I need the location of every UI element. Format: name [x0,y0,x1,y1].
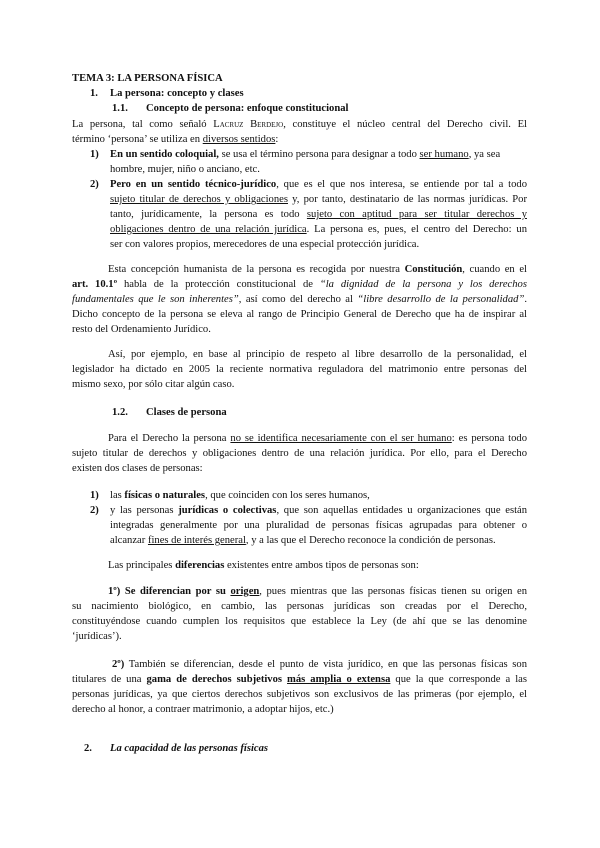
section-1-heading: La persona: concepto y clases [110,88,244,99]
list-2-item-2-line-3: alcanzar fines de interés general, y a las que el Derecho reconoce la condición de personas. [110,535,496,546]
list-2-number-1: 1) [90,490,99,501]
paragraph-6-line-1: 1º) Se diferencian por su origen, pues mientras que las personas físicas tienen su origen en [108,586,527,597]
list-2-number-2: 2) [90,505,99,516]
paragraph-4-line-2: sujeto titular de derechos y obligaciones dentro de una relación jurídica. Por ello, para el Derecho [72,448,527,459]
author-name: Lacruz Berdejo [213,119,284,130]
paragraph-3-line-1: Así, por ejemplo, en base al principio de respeto al libre desarrollo de la personalidad, el [108,349,527,360]
section-1-2-number: 1.2. [112,407,128,418]
section-1-number: 1. [90,88,98,99]
list-1-item-2-line-1: Pero en un sentido técnico-jurídico, que es el que nos interesa, se entiende por tal a todo [110,179,527,190]
paragraph-2-line-2: art. 10.1º habla de la protección constitucional de “la dignidad de la persona y los derechos [72,279,527,290]
list-2-item-2-line-1: y las personas jurídicas o colectivas, que son aquellas entidades u organizaciones que están [110,505,527,516]
paragraph-7-line-4: derecho al honor, a contraer matrimonio, a adoptar hijos, etc.) [72,704,334,715]
list-1-number-2: 2) [90,179,99,190]
section-2-number: 2. [84,743,92,754]
paragraph-1-line-2: término ‘persona’ se utiliza en diversos sentidos: [72,134,279,145]
paragraph-4-line-1: Para el Derecho la persona no se identifica necesariamente con el ser humano: es persona todo [108,433,527,444]
paragraph-2-line-1: Esta concepción humanista de la persona es recogida por nuestra Constitución, cuando en el [108,264,527,275]
paragraph-6-line-3: constituyéndose cuando cumplen los requisitos que establece la Ley (de ahí que se las denomine [72,616,527,627]
paragraph-1-line-1: La persona, tal como señaló Lacruz Berdejo, constituye el núcleo central del Derecho civil. El [72,119,527,130]
list-1-item-2-line-4: obligaciones dentro de una relación jurídica. La persona es, pues, el centro del Derecho: un [110,224,527,235]
list-1-item-2-line-3: tanto, jurídicamente, la persona es todo sujeto con aptitud para ser titular derechos y [110,209,527,220]
list-1-item-2-line-5: ser con valores propios, merecedores de una especial protección jurídica. [110,239,420,250]
section-2-heading: La capacidad de las personas físicas [110,743,269,754]
paragraph-7-line-1: 2º) También se diferencian, desde el punto de vista jurídico, en que las personas físicas son [112,659,527,670]
paragraph-7-line-2: titulares de una gama de derechos subjetivos más amplia o extensa que la que corresponde a las [72,674,527,685]
paragraph-2-line-4: Dicho concepto de la persona se eleva al rango de Principio General de Derecho que ha de inspirar al [72,309,527,320]
section-1-1-heading: Concepto de persona: enfoque constitucional [146,103,349,114]
paragraph-2-line-5: resto del Ordenamiento Jurídico. [72,324,211,335]
list-1-item-1-line-2: hombre, mujer, niño o anciano, etc. [110,164,260,175]
list-1-number-1: 1) [90,149,99,160]
list-2-item-2-line-2: integradas generalmente por una pluralidad de personas físicas agrupadas para obtener o [110,520,527,531]
paragraph-3-line-2: legislador ha dictado en 2005 la reciente normativa reguladora del matrimonio entre personas del [72,364,527,375]
document-title: TEMA 3: LA PERSONA FÍSICA [72,73,223,84]
paragraph-6-line-2: su nacimiento biológico, en cambio, las personas jurídicas son creadas por el Derecho, [72,601,527,612]
list-1-item-1-line-1: En un sentido coloquial, se usa el término persona para designar a todo ser humano, ya sea [110,149,501,160]
paragraph-3-line-3: mismo sexo, por sólo citar algún caso. [72,379,235,390]
paragraph-6-line-4: ‘jurídicas’). [72,631,122,642]
list-1-item-2-line-2: sujeto titular de derechos y obligaciones y, por tanto, destinatario de las normas jurídicas. Por [110,194,527,205]
list-2-item-1: las físicas o naturales, que coinciden con los seres humanos, [110,490,370,501]
paragraph-4-line-3: existen dos clases de personas: [72,463,203,474]
section-1-1-number: 1.1. [112,103,128,114]
paragraph-2-line-3: fundamentales que le son inherentes”, así como del derecho al “libre desarrollo de la personalidad”. [72,294,527,305]
section-1-2-heading: Clases de persona [146,407,227,418]
paragraph-7-line-3: personas jurídicas, ya que ciertos derechos subjetivos son exclusivos de las primeras (por ejemplo, el [72,689,527,700]
paragraph-5: Las principales diferencias existentes entre ambos tipos de personas son: [108,560,419,571]
